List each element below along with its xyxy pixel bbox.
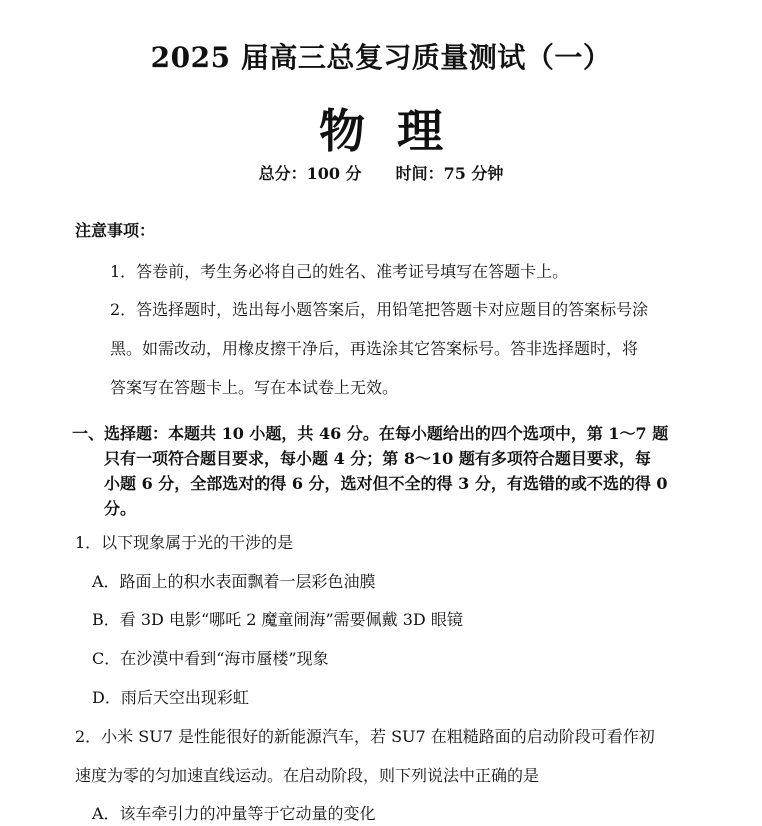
answer-option: A．该车牵引力的冲量等于它动量的变化 <box>92 804 376 823</box>
answer-option: C．在沙漠中看到“海市蜃楼”现象 <box>92 649 329 668</box>
exam-time: 时间：75 分钟 <box>395 164 504 183</box>
exam-title: 2025 届高三总复习质量测试（一） <box>150 41 612 74</box>
notice-line: 1．答卷前，考生务必将自己的姓名、准考证号填写在答题卡上。 <box>110 262 569 281</box>
notice-line: 答案写在答题卡上。写在本试卷上无效。 <box>110 378 399 397</box>
section-instructions-line: 一、选择题：本题共 10 小题，共 46 分。在每小题给出的四个选项中，第 1～7 题 <box>72 424 669 443</box>
notice-line: 2．答选择题时，选出每小题答案后，用铅笔把答题卡对应题目的答案标号涂 <box>110 300 649 319</box>
answer-option: A．路面上的积水表面飘着一层彩色油膜 <box>92 572 376 591</box>
question-stem: 2．小米 SU7 是性能很好的新能源汽车，若 SU7 在粗糙路面的启动阶段可看作初 <box>75 727 655 746</box>
question-stem: 速度为零的匀加速直线运动。在启动阶段，则下列说法中正确的是 <box>75 766 540 785</box>
exam-meta <box>0 161 762 184</box>
answer-option: B．看 3D 电影“哪吒 2 魔童闹海”需要佩戴 3D 眼镜 <box>92 610 463 629</box>
section-instructions-line: 只有一项符合题目要求，每小题 4 分；第 8～10 题有多项符合题目要求，每 <box>104 449 651 468</box>
section-instructions-line: 小题 6 分，全部选对的得 6 分，选对但不全的得 3 分，有选错的或不选的得 0 <box>104 474 668 493</box>
answer-option: D．雨后天空出现彩虹 <box>92 688 249 707</box>
subject-title: 物 理 <box>318 104 444 158</box>
section-instructions-line: 分。 <box>104 499 137 518</box>
question-stem: 1．以下现象属于光的干涉的是 <box>75 533 294 552</box>
notice-heading: 注意事项： <box>75 221 156 240</box>
notice-line: 黑。如需改动，用橡皮擦干净后，再选涂其它答案标号。答非选择题时，将 <box>110 339 639 358</box>
total-score: 总分：100 分 <box>258 164 362 183</box>
